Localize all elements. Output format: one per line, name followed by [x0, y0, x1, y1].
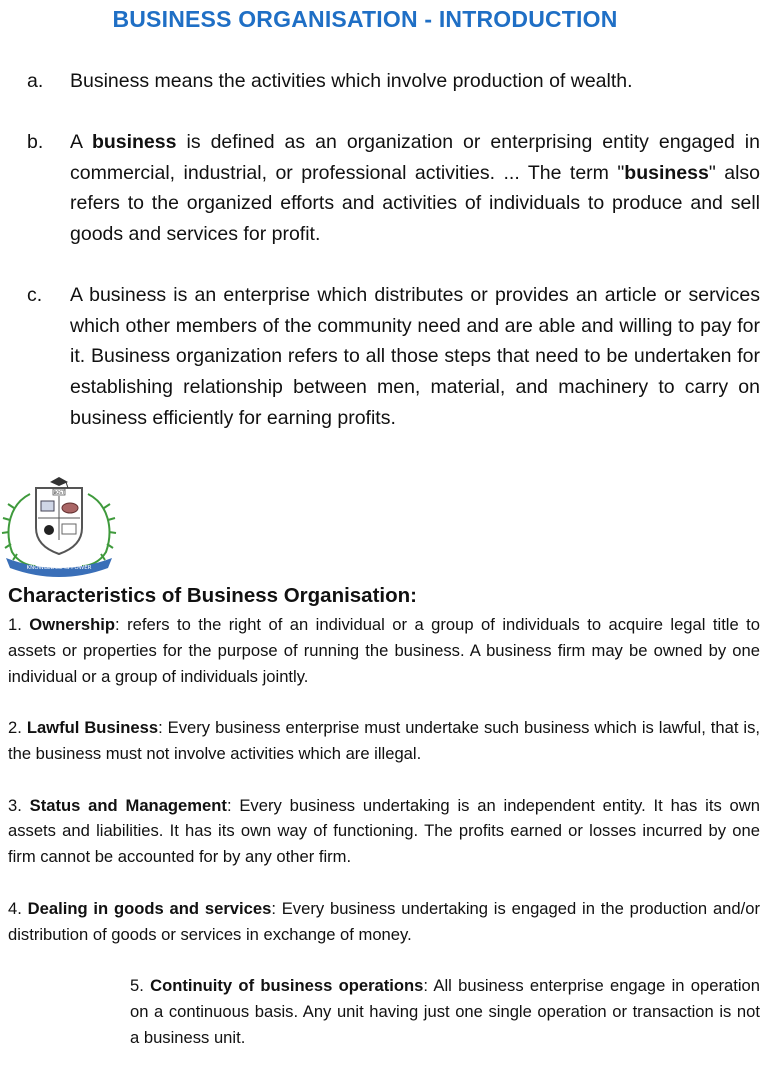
characteristics-list — [8, 612, 760, 1051]
characteristics-section — [8, 582, 760, 1076]
item-number: 1. — [8, 615, 30, 634]
item-number: 5. — [130, 976, 151, 996]
shield-icon — [36, 488, 82, 554]
list-marker: c. — [27, 284, 43, 307]
laurel-left — [2, 494, 36, 566]
item-term: Lawful Business — [26, 718, 159, 738]
item-text: : Every business enterprise must undertake such business which is lawful, that is, the business must not involve activities which are illegal. — [8, 718, 761, 763]
characteristic-item — [8, 612, 760, 689]
ribbon-text: KNOWLEDGE IS POWER — [26, 565, 92, 571]
list-marker: b. — [27, 131, 44, 154]
bold-term: business — [624, 161, 709, 184]
intro-list — [0, 66, 768, 464]
characteristic-item — [8, 896, 760, 948]
intro-item — [0, 280, 768, 433]
graduation-cap-icon — [50, 477, 68, 488]
item-number: 3. — [8, 795, 30, 815]
characteristic-item — [8, 715, 760, 767]
seal-text: BOST — [53, 490, 65, 495]
item-term: Status and Management — [29, 795, 227, 815]
intro-item — [0, 66, 768, 97]
characteristic-item — [8, 793, 760, 870]
institute-seal-logo — [0, 474, 118, 582]
item-number: 4. — [8, 898, 28, 918]
intro-item — [0, 127, 768, 249]
laurel-right — [82, 494, 116, 566]
item-term: Ownership — [29, 615, 116, 634]
item-text: : Every business undertaking is an independent entity. It has its own assets and liabilities. It has its own way of functioning. The profits earned or losses incurred by one firm cannot be accounted for by any other firm. — [8, 795, 760, 867]
item-number: 2. — [8, 718, 27, 738]
section-heading: Characteristics of Business Organisation: — [8, 584, 417, 607]
item-term: Continuity of business operations — [150, 976, 424, 996]
text-run: " also refers to the organized efforts and activities of individuals to produce and sell goods and services for profit. — [70, 161, 760, 245]
bold-term: business — [91, 131, 177, 154]
text-run: Business means the activities which involve production of wealth. — [70, 70, 633, 92]
list-marker: a. — [27, 70, 44, 92]
text-run: is defined as an organization or enterprising entity engaged in commercial, industrial, or professional activities. ... The term " — [70, 131, 760, 184]
item-text: : All business enterprise engage in operation on a continuous basis. Any unit having just one single operation or transaction is not a business unit. — [130, 976, 761, 1047]
characteristic-item — [130, 973, 760, 1050]
item-text: : Every business undertaking is engaged in the production and/or distribution of goods or services in exchange of money. — [8, 898, 760, 944]
item-term: Dealing in goods and services — [27, 898, 272, 918]
text-run: A — [70, 131, 92, 154]
text-run: A business is an enterprise which distributes or provides an article or services which other members of the community need and are able and willing to pay for it. Business organization refers to all those steps that need to be undertaken for establishing relationship between men, material, and machinery to carry on business efficiently for earning profits. — [70, 284, 760, 429]
document-title: BUSINESS ORGANISATION - INTRODUCTION — [112, 6, 618, 32]
item-text: : refers to the right of an individual or a group of individuals to acquire legal title to assets or properties for the purpose of running the business. A business firm may be owned by one individual or a group of individuals jointly. — [8, 615, 760, 686]
